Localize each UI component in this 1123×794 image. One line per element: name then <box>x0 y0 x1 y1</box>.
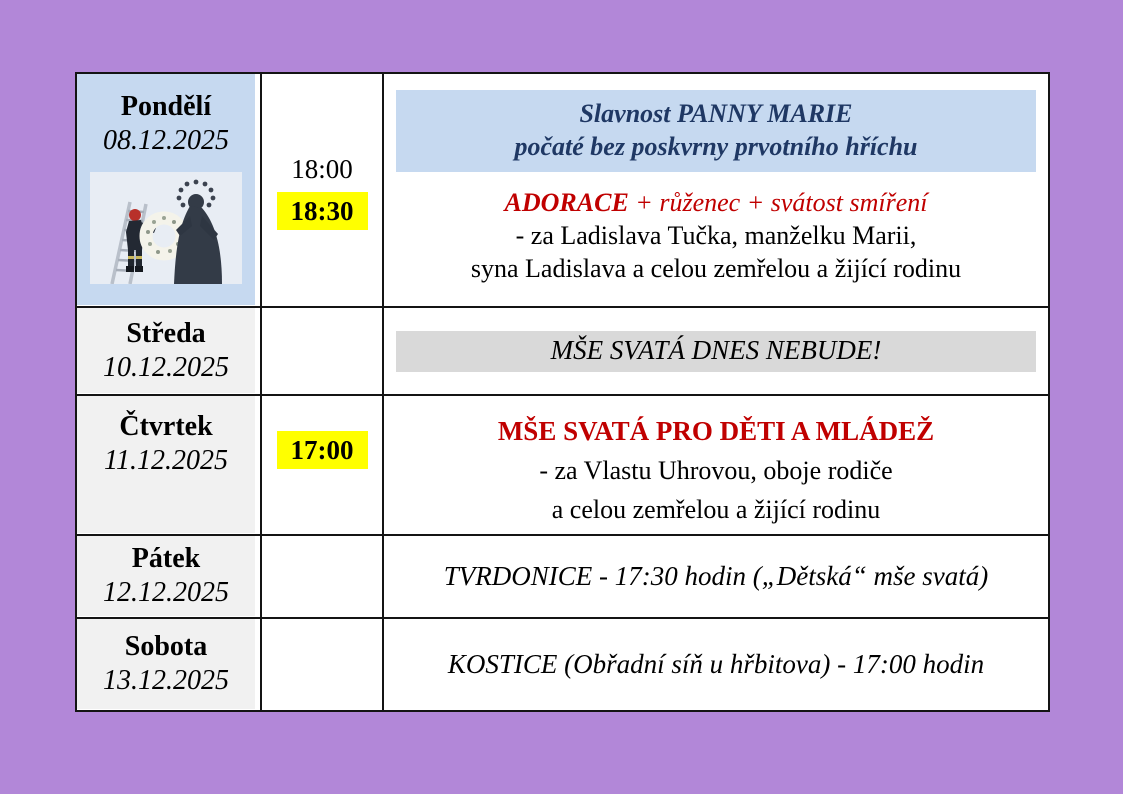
adoration-rest: + růženec + svátost smíření <box>628 188 928 217</box>
saturday-time-cell <box>262 619 384 710</box>
children-mass-title: MŠE SVATÁ PRO DĚTI A MLÁDEŽ <box>497 416 935 446</box>
wednesday-day-cell <box>77 308 262 396</box>
adoration-lead: ADORACE <box>504 188 629 217</box>
statue-wreath-photo <box>90 172 242 284</box>
saturday-day-shading <box>77 619 255 709</box>
day-date: 12.12.2025 <box>103 577 229 608</box>
friday-entry: TVRDONICE - 17:30 hodin („Dětská“ mše svatá) <box>443 561 989 591</box>
day-name: Sobota <box>124 631 208 662</box>
thursday-intention-line2: a celou zemřelou a žijící rodinu <box>551 495 881 524</box>
day-name: Čtvrtek <box>119 411 213 442</box>
time-highlighted: 17:00 <box>277 431 368 469</box>
day-date: 10.12.2025 <box>103 351 229 383</box>
monday-time-cell <box>262 74 384 308</box>
adoration-line <box>505 187 928 219</box>
wednesday-content-cell <box>384 308 1048 396</box>
mass-schedule-table <box>75 72 1050 712</box>
monday-content-cell <box>384 74 1048 308</box>
monday-day-cell <box>77 74 262 308</box>
thursday-time-cell <box>262 396 384 536</box>
day-date: 13.12.2025 <box>103 665 229 696</box>
day-name: Středa <box>126 317 206 349</box>
friday-content-cell <box>384 536 1048 619</box>
monday-day-shading <box>77 74 255 305</box>
thursday-day-cell <box>77 396 262 536</box>
friday-day-shading <box>77 536 255 616</box>
thursday-content-cell <box>384 396 1048 536</box>
thursday-day-shading <box>77 396 255 533</box>
day-name: Pondělí <box>120 91 212 122</box>
time-plain: 18:00 <box>291 153 353 184</box>
saturday-entry: KOSTICE (Obřadní síň u hřbitova) - 17:00 hodin <box>447 649 985 679</box>
feast-line2: počaté bez poskvrny prvotního hříchu <box>514 132 918 161</box>
day-date: 08.12.2025 <box>103 125 229 156</box>
monday-intention-line1: - za Ladislava Tučka, manželku Marii, <box>515 221 917 250</box>
saturday-day-cell <box>77 619 262 710</box>
time-highlighted: 18:30 <box>277 192 368 230</box>
wednesday-time-cell <box>262 308 384 396</box>
wednesday-day-shading <box>77 308 255 393</box>
no-mass-notice: MŠE SVATÁ DNES NEBUDE! <box>396 331 1036 372</box>
thursday-intention-line1: - za Vlastu Uhrovou, oboje rodiče <box>539 456 893 485</box>
friday-time-cell <box>262 536 384 619</box>
saturday-content-cell <box>384 619 1048 710</box>
day-date: 11.12.2025 <box>104 445 228 476</box>
friday-day-cell <box>77 536 262 619</box>
day-name: Pátek <box>131 543 201 574</box>
feast-title-box <box>396 90 1036 172</box>
monday-intention-line2: syna Ladislava a celou zemřelou a žijící rodinu <box>470 254 962 283</box>
feast-line1: Slavnost PANNY MARIE <box>579 99 853 128</box>
